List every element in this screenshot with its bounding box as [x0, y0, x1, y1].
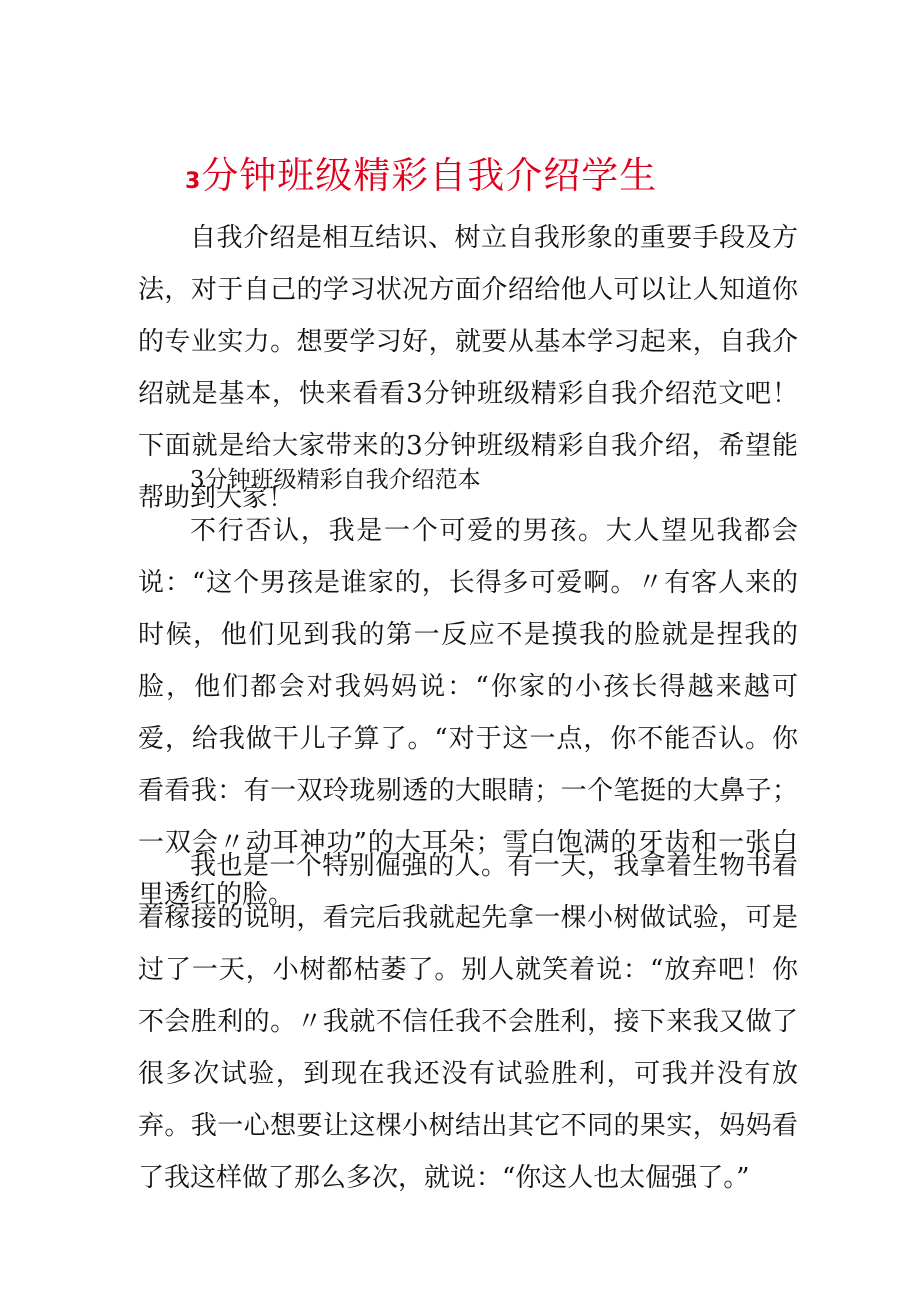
title-text: 分钟班级精彩自我介绍学生 [201, 154, 658, 197]
title-number: 3 [185, 169, 202, 194]
intro-paragraph: 自我介绍是相互结识、树立自我形象的重要手段及方法，对于自己的学习状况方面介绍给他人可以让人知道你的专业实力。想要学习好，就要从基本学习起来，自我介绍就是基本，快来看看3分钟班级精彩自我介绍范文吧！下面就是给大家带来的3分钟班级精彩自我介绍，希望能帮助到大家！ [138, 223, 798, 513]
body-paragraph-1: 不行否认，我是一个可爱的男孩。大人望见我都会说：“这个男孩是谁家的，长得多可爱啊。〃有客人来的时候，他们见到我的第一反应不是摸我的脸就是捏我的脸，他们都会对我妈妈说：“你家的小孩长得越来越可爱，给我做干儿子算了。“对于这一点，你不能否认。你看看我：有一双玲珑剔透的大眼睛；一个笔挺的大鼻子；一双会〃动耳神功”的大耳朵；雪白饱满的牙齿和一张白里透红的脸。 [138, 516, 798, 910]
section-subheading: 3分钟班级精彩自我介绍范本 [190, 467, 481, 493]
document-title [185, 148, 745, 210]
body-paragraph-2: 我也是一个特别倔强的人。有一天，我拿着生物书看着稼接的说明，看完后我就起先拿一棵小树做试验，可是过了一天，小树都枯萎了。别人就笑着说：“放弃吧！你不会胜利的。〃我就不信任我不会胜利，接下来我又做了很多次试验，到现在我还没有试验胜利，可我并没有放弃。我一心想要让这棵小树结出其它不同的果实，妈妈看了我这样做了那么多次，就说：“你这人也太倔强了。” [138, 851, 798, 1193]
